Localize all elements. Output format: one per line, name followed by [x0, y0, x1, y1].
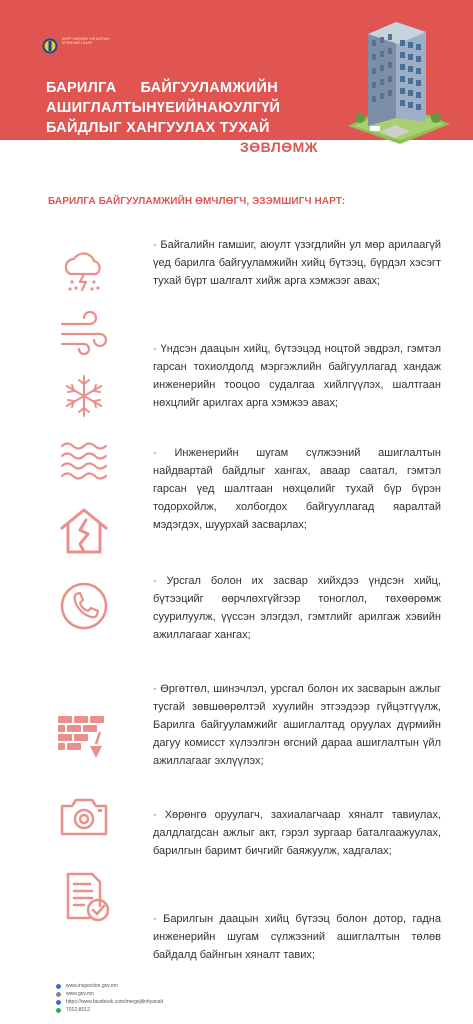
page-subtitle: ЗӨВЛӨМЖ	[240, 139, 318, 155]
title-line: БАЙДЛЫГ ХАНГУУЛАХ ТУХАЙ	[46, 120, 270, 136]
footer-contacts	[56, 982, 163, 1014]
waves-icon	[56, 430, 112, 486]
facebook-icon	[56, 1000, 61, 1005]
wind-icon	[56, 306, 112, 362]
title-word: БАРИЛГА	[46, 80, 117, 96]
website-link[interactable]: www.gov.mn	[66, 991, 94, 997]
phone-icon	[56, 578, 112, 634]
list-item: · Байгалийн гамшиг, аюулт үзэгдлийн ул мөр арилаагүй үед барилга байгууламжийн хийц бүтээц, бүрдэл хэсэгт тухай бүрт шалгалт хийж арга хэмжээг авах;	[153, 239, 441, 287]
list-item: · Өргөтгөл, шинэчлэл, урсгал болон их засварын ажлыг тусгай зөвшөөрөлтэй хуулийн этгээдээр гүйцэтгүүлж, Барилга байгууламжийг ашиглалтад оруулах дүрмийн дагуу комисст хүлээлгэн өгсний дараа ашиглалтын үйл ажиллагааг эхлүүлэх;	[153, 683, 441, 767]
page-title	[46, 78, 281, 138]
list-item: · Хөрөнгө оруулагч, захиалагчаар хяналт тавиулах, далдлагдсан ажлыг акт, гэрэл зургаар баталгаажуулах, барилгын баримт бичгийг баяжуулж, хадгалах;	[153, 809, 441, 857]
intro-heading: БАРИЛГА БАЙГУУЛАМЖИЙН ӨМЧЛӨГЧ, ЭЗЭМШИГЧ НАРТ:	[48, 196, 346, 207]
globe-icon	[56, 992, 61, 997]
list-item: · Инженерийн шугам сүлжээний ашиглалтын найдвартай байдлыг хангах, аваар саатал, гэмтэл гарсан үед шалтгаан нөхцөлийг тухай бүр бүрэн тодорхойлж, холбогдох байгууллагад яаралтай мэдэгдэх, шуурхай засварлах;	[153, 447, 441, 531]
document-check-icon	[56, 868, 112, 924]
globe-icon	[56, 984, 61, 989]
broken-house-icon	[56, 502, 112, 558]
title-word: ҮЕИЙН	[156, 100, 208, 116]
title-word: БАЙГУУЛАМЖИЙН	[140, 80, 278, 96]
soyombo-emblem-icon	[42, 38, 58, 54]
list-item: · Урсгал болон их засвар хийхдээ үндсэн хийц, бүтээцийг өөрчлөхгүйгээр тоноглол, төхөөрөмж суурилуулж, үүссэн элэгдэл, гэмтлийг арилгаж хэвийн ажиллагааг хангах;	[153, 575, 441, 641]
storm-cloud-icon	[56, 244, 112, 300]
website-link[interactable]: www.inspection.gov.mn	[66, 983, 118, 989]
facebook-link[interactable]: https://www.facebook.com/mergejilinhyanalt	[66, 999, 163, 1005]
phone-number: 7012-8012	[66, 1007, 90, 1013]
phone-small-icon	[56, 1008, 61, 1013]
camera-icon	[56, 788, 112, 844]
list-item: · Барилгын даацын хийц бүтээц болон дотор, гадна инженерийн шугам сүлжээний ашиглалтын төлөв байдалд байнгын хяналт тавих;	[153, 913, 441, 961]
title-word: АЮУЛГҮЙ	[207, 100, 281, 116]
title-word: АШИГЛАЛТЫН	[46, 100, 157, 116]
snowflake-icon	[56, 368, 112, 424]
list-item: · Үндсэн даацын хийц, бүтээцэд ноцтой эвдрэл, гэмтэл гарсан тохиолдолд мэргэжлийн байгууллагад хандаж инженерийн тооцоо судалгаа хийлгүүлэх, шалтгаан нөхцлийг арилгах арга хэмжээ авах;	[153, 343, 441, 409]
building-illustration	[340, 14, 458, 144]
org-name: МЭРГЭЖЛИЙН ХЯНАЛТЫН ЕРӨНХИЙ ГАЗАР	[62, 37, 110, 46]
brick-wall-trowel-icon	[56, 706, 112, 762]
